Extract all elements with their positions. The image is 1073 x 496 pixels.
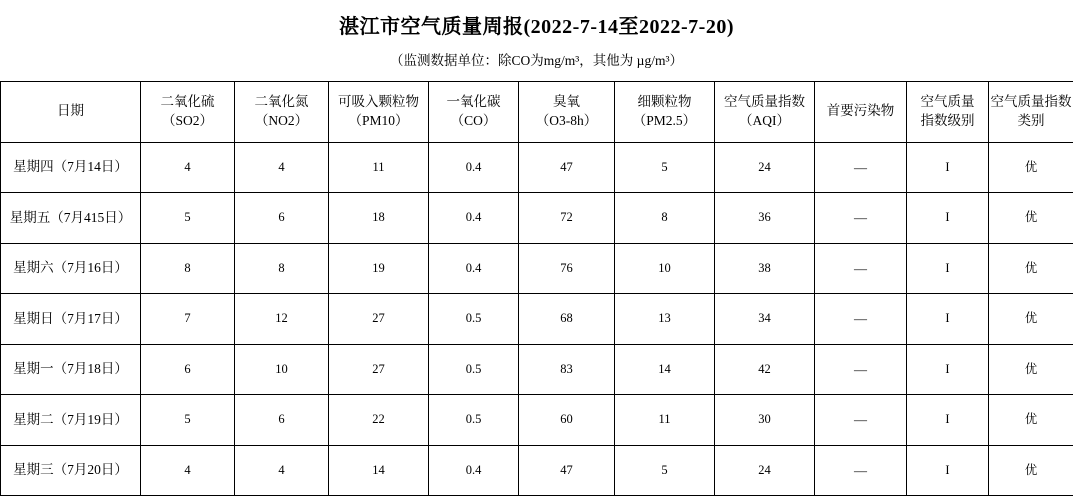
table-row bbox=[1, 344, 1073, 395]
column-header-pm25 bbox=[615, 81, 715, 142]
cell-pm10: 11 bbox=[329, 142, 429, 193]
column-header-o3 bbox=[519, 81, 615, 142]
cell-date: 星期三（7月20日） bbox=[1, 445, 141, 496]
column-header-co-line1: 一氧化碳 bbox=[430, 93, 517, 111]
column-header-no2-line1: 二氧化氮 bbox=[236, 93, 327, 111]
cell-so2: 5 bbox=[141, 193, 235, 244]
cell-o3: 68 bbox=[519, 294, 615, 345]
cell-aqi: 38 bbox=[715, 243, 815, 294]
column-header-aqi-category bbox=[989, 81, 1073, 142]
cell-pm10: 19 bbox=[329, 243, 429, 294]
column-header-aqi-level-line2: 指数级别 bbox=[908, 112, 987, 130]
table-row bbox=[1, 142, 1073, 193]
cell-so2: 6 bbox=[141, 344, 235, 395]
cell-so2: 8 bbox=[141, 243, 235, 294]
cell-co: 0.5 bbox=[429, 344, 519, 395]
cell-aqi-category: 优 bbox=[989, 243, 1073, 294]
cell-aqi-category: 优 bbox=[989, 445, 1073, 496]
table-row bbox=[1, 395, 1073, 446]
column-header-pm10-line1: 可吸入颗粒物 bbox=[330, 93, 427, 111]
cell-aqi-level: I bbox=[907, 142, 989, 193]
cell-pm25: 14 bbox=[615, 344, 715, 395]
column-header-aqi-category-line1: 空气质量指数 bbox=[990, 93, 1072, 111]
cell-aqi-category: 优 bbox=[989, 395, 1073, 446]
cell-co: 0.4 bbox=[429, 445, 519, 496]
cell-primary-pollutant: — bbox=[815, 395, 907, 446]
column-header-o3-line2: （O3-8h） bbox=[520, 112, 613, 130]
cell-o3: 60 bbox=[519, 395, 615, 446]
cell-aqi-level: I bbox=[907, 395, 989, 446]
cell-o3: 76 bbox=[519, 243, 615, 294]
cell-primary-pollutant: — bbox=[815, 445, 907, 496]
column-header-pm10 bbox=[329, 81, 429, 142]
cell-o3: 72 bbox=[519, 193, 615, 244]
cell-date: 星期日（7月17日） bbox=[1, 294, 141, 345]
table-header-row bbox=[1, 81, 1073, 142]
column-header-co-line2: （CO） bbox=[430, 112, 517, 130]
cell-o3: 83 bbox=[519, 344, 615, 395]
cell-aqi-category: 优 bbox=[989, 193, 1073, 244]
cell-co: 0.5 bbox=[429, 395, 519, 446]
cell-aqi: 34 bbox=[715, 294, 815, 345]
page-title: 湛江市空气质量周报(2022-7-14至2022-7-20) bbox=[0, 0, 1073, 40]
cell-aqi-level: I bbox=[907, 344, 989, 395]
column-header-aqi-level bbox=[907, 81, 989, 142]
cell-aqi: 42 bbox=[715, 344, 815, 395]
cell-aqi-category: 优 bbox=[989, 142, 1073, 193]
column-header-pm10-line2: （PM10） bbox=[330, 112, 427, 130]
cell-date: 星期四（7月14日） bbox=[1, 142, 141, 193]
cell-pm10: 27 bbox=[329, 294, 429, 345]
cell-aqi-category: 优 bbox=[989, 344, 1073, 395]
cell-aqi: 24 bbox=[715, 445, 815, 496]
cell-aqi-level: I bbox=[907, 193, 989, 244]
cell-so2: 5 bbox=[141, 395, 235, 446]
column-header-so2 bbox=[141, 81, 235, 142]
cell-aqi: 30 bbox=[715, 395, 815, 446]
cell-primary-pollutant: — bbox=[815, 142, 907, 193]
cell-pm25: 13 bbox=[615, 294, 715, 345]
column-header-no2 bbox=[235, 81, 329, 142]
cell-so2: 7 bbox=[141, 294, 235, 345]
column-header-aqi bbox=[715, 81, 815, 142]
cell-pm10: 14 bbox=[329, 445, 429, 496]
cell-co: 0.5 bbox=[429, 294, 519, 345]
air-quality-table bbox=[0, 81, 1073, 496]
cell-co: 0.4 bbox=[429, 243, 519, 294]
cell-no2: 4 bbox=[235, 445, 329, 496]
cell-aqi-level: I bbox=[907, 294, 989, 345]
cell-co: 0.4 bbox=[429, 193, 519, 244]
cell-no2: 8 bbox=[235, 243, 329, 294]
cell-aqi-level: I bbox=[907, 445, 989, 496]
cell-primary-pollutant: — bbox=[815, 294, 907, 345]
cell-no2: 4 bbox=[235, 142, 329, 193]
column-header-date-line1: 日期 bbox=[2, 102, 139, 120]
cell-o3: 47 bbox=[519, 445, 615, 496]
cell-pm10: 18 bbox=[329, 193, 429, 244]
cell-no2: 6 bbox=[235, 193, 329, 244]
table-row bbox=[1, 445, 1073, 496]
cell-date: 星期五（7月415日） bbox=[1, 193, 141, 244]
table-row bbox=[1, 193, 1073, 244]
column-header-aqi-line1: 空气质量指数 bbox=[716, 93, 813, 111]
table-row bbox=[1, 294, 1073, 345]
cell-primary-pollutant: — bbox=[815, 193, 907, 244]
column-header-primary-pollutant bbox=[815, 81, 907, 142]
cell-primary-pollutant: — bbox=[815, 344, 907, 395]
column-header-so2-line1: 二氧化硫 bbox=[142, 93, 233, 111]
column-header-so2-line2: （SO2） bbox=[142, 112, 233, 130]
cell-primary-pollutant: — bbox=[815, 243, 907, 294]
column-header-primary-pollutant-line1: 首要污染物 bbox=[816, 102, 905, 120]
cell-pm25: 11 bbox=[615, 395, 715, 446]
cell-aqi-level: I bbox=[907, 243, 989, 294]
cell-date: 星期二（7月19日） bbox=[1, 395, 141, 446]
cell-no2: 12 bbox=[235, 294, 329, 345]
column-header-pm25-line1: 细颗粒物 bbox=[616, 93, 713, 111]
cell-no2: 6 bbox=[235, 395, 329, 446]
cell-pm10: 22 bbox=[329, 395, 429, 446]
units-note: （监测数据单位：除CO为mg/m³，其他为 µg/m³） bbox=[0, 40, 1073, 81]
cell-date: 星期六（7月16日） bbox=[1, 243, 141, 294]
column-header-pm25-line2: （PM2.5） bbox=[616, 112, 713, 130]
cell-aqi-category: 优 bbox=[989, 294, 1073, 345]
column-header-no2-line2: （NO2） bbox=[236, 112, 327, 130]
cell-pm25: 5 bbox=[615, 445, 715, 496]
cell-so2: 4 bbox=[141, 445, 235, 496]
column-header-aqi-category-line2: 类别 bbox=[990, 112, 1072, 130]
cell-pm25: 8 bbox=[615, 193, 715, 244]
cell-no2: 10 bbox=[235, 344, 329, 395]
cell-pm25: 10 bbox=[615, 243, 715, 294]
column-header-co bbox=[429, 81, 519, 142]
cell-pm25: 5 bbox=[615, 142, 715, 193]
cell-aqi: 24 bbox=[715, 142, 815, 193]
cell-date: 星期一（7月18日） bbox=[1, 344, 141, 395]
cell-so2: 4 bbox=[141, 142, 235, 193]
column-header-aqi-line2: （AQI） bbox=[716, 112, 813, 130]
column-header-date bbox=[1, 81, 141, 142]
column-header-o3-line1: 臭氧 bbox=[520, 93, 613, 111]
table-row bbox=[1, 243, 1073, 294]
cell-o3: 47 bbox=[519, 142, 615, 193]
column-header-aqi-level-line1: 空气质量 bbox=[908, 93, 987, 111]
cell-aqi: 36 bbox=[715, 193, 815, 244]
cell-co: 0.4 bbox=[429, 142, 519, 193]
cell-pm10: 27 bbox=[329, 344, 429, 395]
